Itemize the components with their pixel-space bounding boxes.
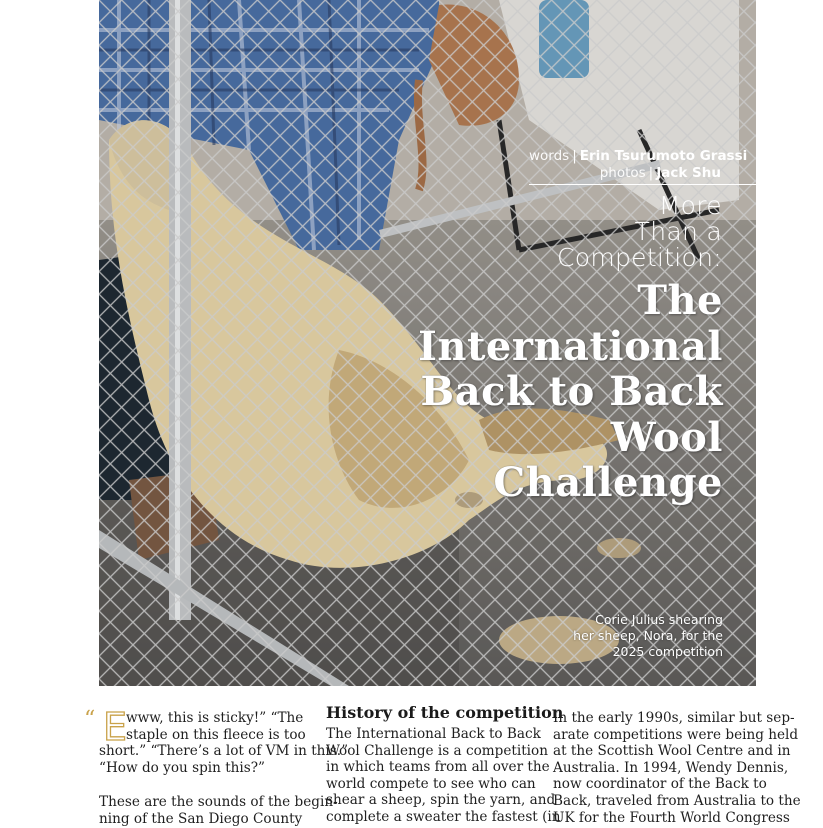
feature-photo	[99, 0, 756, 686]
photos-label: photos	[599, 165, 646, 181]
section-heading: History of the competition	[326, 703, 564, 722]
intro-first-lines	[126, 710, 306, 743]
text-line: short.” “There’s a lot of VM in this.”	[99, 743, 349, 759]
photo-caption	[569, 612, 723, 660]
intro-continued	[99, 743, 348, 776]
photographer-name: Jack Shu	[656, 165, 721, 181]
photo-credits	[529, 148, 748, 182]
text-line: arate competitions were being held	[553, 726, 799, 743]
text-line: world compete to see who can	[326, 775, 536, 792]
kicker-line: Competition:	[556, 243, 722, 272]
words-label: words	[529, 148, 570, 164]
text-line: www, this is sticky!” “The	[126, 710, 304, 726]
caption-line: Corie Julius shearing	[595, 612, 723, 627]
text-line: now coordinator of the Back to	[553, 776, 767, 793]
body-column-3	[553, 710, 801, 826]
second-paragraph	[99, 794, 338, 827]
text-line: In the early 1990s, similar but sep-	[553, 710, 795, 726]
drop-cap: E	[103, 705, 128, 749]
kicker-line: More	[658, 191, 722, 220]
words-separator: |	[572, 148, 577, 164]
text-line: Wool Challenge is a competition	[326, 742, 548, 759]
kicker-line: Than a	[634, 217, 722, 246]
body-column-2	[326, 703, 564, 826]
caption-line: her sheep, Nora, for the	[573, 628, 723, 643]
text-line: shear a sheep, spin the yarn, and	[326, 792, 556, 809]
photos-separator: |	[648, 165, 654, 181]
text-line: Back, traveled from Australia to the	[553, 792, 801, 809]
title-line: Challenge	[493, 459, 723, 506]
text-line: The International Back to Back	[326, 726, 541, 742]
text-line: ning of the San Diego County	[99, 810, 303, 827]
text-line: Australia. In 1994, Wendy Dennis,	[553, 759, 789, 776]
text-line: “How do you spin this?”	[99, 759, 265, 776]
text-line: complete a sweater the fastest (in	[326, 808, 561, 825]
credit-divider	[529, 184, 756, 185]
title-line: Wool	[610, 413, 723, 461]
article-title	[399, 278, 723, 506]
text-line: staple on this fleece is too	[126, 726, 306, 743]
text-line: in which teams from all over the	[326, 759, 550, 776]
text-line: at the Scottish Wool Centre and in	[553, 743, 791, 760]
text-line: These are the sounds of the begin-	[99, 794, 338, 810]
title-line: The	[637, 277, 723, 324]
caption-line: 2025 competition	[612, 644, 723, 659]
opening-quote-mark: “	[84, 707, 96, 732]
photographer-credit	[529, 165, 721, 182]
title-line: Back to Back	[420, 368, 723, 415]
kicker	[499, 193, 722, 271]
text-line: UK for the Fourth World Congress	[553, 809, 790, 826]
writer-credit	[529, 148, 748, 165]
title-line: International	[418, 322, 723, 370]
writer-name: Erin Tsurumoto Grassi	[579, 148, 748, 164]
